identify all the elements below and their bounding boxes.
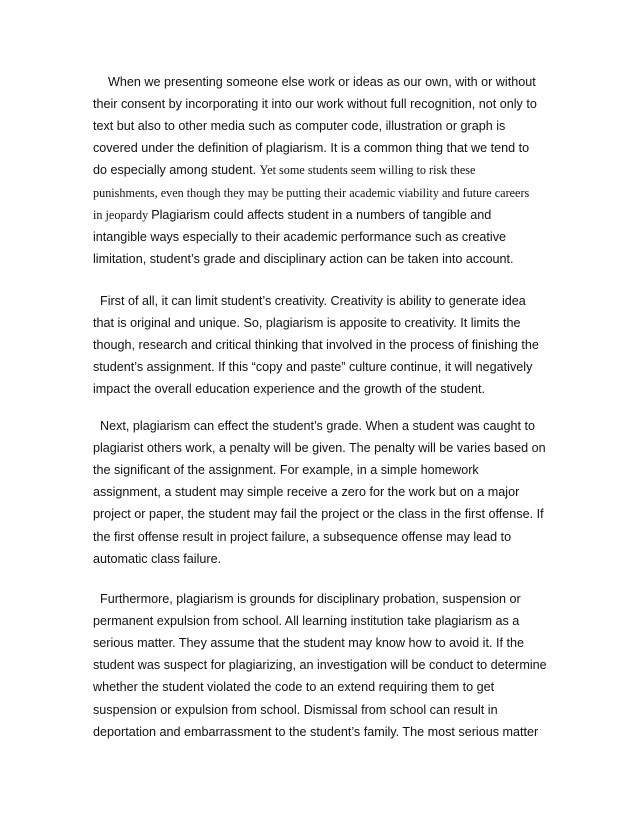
paragraph-line — [93, 552, 221, 567]
text-run: the significant of the assignment. For example, in a simple homework — [93, 463, 479, 478]
paragraph-line — [100, 294, 526, 309]
text-run: that is original and unique. So, plagiarism is apposite to creativity. It limits the — [93, 316, 521, 331]
text-run: suspension or expulsion from school. Dismissal from school can result in — [93, 702, 498, 717]
text-run: permanent expulsion from school. All learning institution take plagiarism as a — [93, 614, 520, 629]
paragraph-line — [93, 382, 485, 397]
text-run: plagiarist others work, a penalty will be given. The penalty will be varies based on — [93, 441, 546, 456]
paragraph-line — [93, 463, 479, 478]
text-run: student was suspect for plagiarizing, an investigation will be conduct to determine — [93, 658, 547, 673]
text-run: Furthermore, plagiarism is grounds for disciplinary probation, suspension or — [100, 592, 521, 606]
paragraph-line — [93, 119, 505, 134]
paragraph-line — [93, 338, 539, 353]
text-run: student’s assignment. If this “copy and paste” culture continue, it will negatively — [93, 360, 533, 375]
paragraph-line — [93, 163, 475, 178]
paragraph-line — [93, 230, 506, 245]
text-run: Plagiarism could affects student in a numbers of tangible and — [151, 207, 492, 222]
text-run: whether the student violated the code to an extend requiring them to get — [93, 680, 495, 695]
paragraph-line — [93, 658, 547, 673]
paragraph-line — [108, 75, 536, 90]
text-run: serious matter. They assume that the student may know how to avoid it. If the — [93, 636, 524, 651]
text-run: Next, plagiarism can effect the student’s grade. When a student was caught to — [100, 419, 535, 433]
text-run: text but also to other media such as computer code, illustration or graph is — [93, 119, 506, 134]
paragraph-line — [93, 614, 519, 629]
text-run: the first offense result in project failure, a subsequence offense may lead to — [93, 529, 512, 544]
paragraph-line — [93, 360, 532, 375]
text-run: impact the overall education experience and the growth of the student. — [93, 382, 486, 397]
text-run: First of all, it can limit student’s creativity. Creativity is ability to generate idea — [100, 294, 526, 308]
text-run: Yet some students seem willing to risk these — [259, 163, 476, 178]
paragraph-line — [93, 316, 520, 331]
paragraph-line — [93, 485, 519, 500]
paragraph-line — [93, 725, 538, 740]
paragraph-line — [93, 208, 491, 223]
text-run: automatic class failure. — [93, 551, 222, 566]
text-run: limitation, student’s grade and disciplinary action can be taken into account. — [93, 251, 514, 266]
paragraph-line — [93, 252, 514, 267]
text-run: When we presenting someone else work or ideas as our own, with or without — [108, 75, 536, 89]
paragraph-line — [93, 530, 511, 545]
text-run: do especially among student. — [93, 163, 260, 178]
text-run: their consent by incorporating it into our work without full recognition, not only to — [93, 97, 537, 112]
text-run: though, research and critical thinking that involved in the process of finishing the — [93, 338, 539, 353]
paragraph-line — [93, 507, 544, 522]
text-run: project or paper, the student may fail the project or the class in the first offense. If — [93, 507, 544, 522]
paragraph-line — [93, 680, 494, 695]
paragraph-line — [100, 592, 521, 607]
paragraph-line — [93, 186, 529, 201]
paragraph-line — [93, 636, 524, 651]
paragraph-line — [93, 141, 529, 156]
paragraph-line — [93, 97, 537, 112]
text-run: deportation and embarrassment to the student’s family. The most serious matter — [93, 724, 539, 739]
text-run: punishments, even though they may be putting their academic viability and future careers — [93, 185, 530, 200]
text-run: covered under the definition of plagiarism. It is a common thing that we tend to — [93, 141, 530, 156]
paragraph-line — [93, 441, 546, 456]
text-run: in jeopardy — [93, 207, 152, 222]
text-run: assignment, a student may simple receive a zero for the work but on a major — [93, 485, 520, 500]
paragraph-line — [93, 703, 498, 718]
text-run: intangible ways especially to their academic performance such as creative — [93, 229, 506, 244]
paragraph-line — [100, 419, 535, 434]
